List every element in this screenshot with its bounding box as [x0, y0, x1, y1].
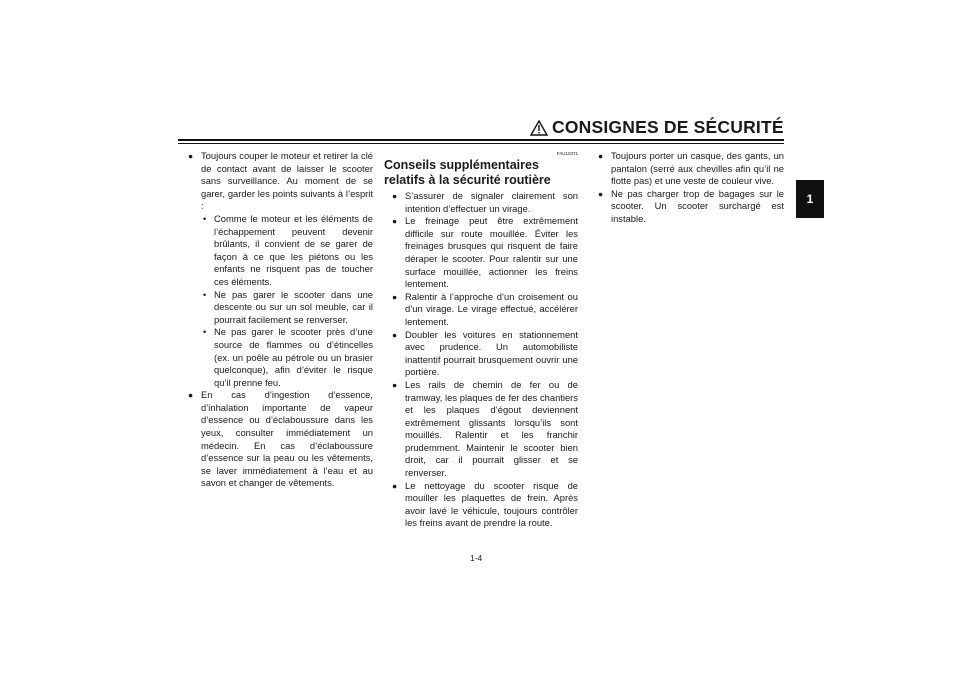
list-item: ● Le freinage peut être extrêmement difficile sur route mouillée. Éviter les freinages brusques qui risquent de faire déraper le scooter. Pour ralentir sur une surface mouillée, actionner les freins lentement. [394, 215, 578, 291]
list-item: ● Toujours porter un casque, des gants, un pantalon (serré aux chevilles afin qu’il ne flotte pas) et une veste de couleur vive. [600, 150, 784, 188]
warning-triangle-icon [530, 120, 548, 136]
list-item: ● Doubler les voitures en stationnement avec prudence. Un automobiliste inattentif pourrait brusquement ouvrir une portière. [394, 329, 578, 379]
list-item: ● Le nettoyage du scooter risque de mouiller les plaquettes de frein. Après avoir lavé le véhicule, toujours contrôler les freins avant de prendre la route. [394, 480, 578, 530]
header-rule-thin [178, 143, 784, 144]
header-rule [178, 139, 784, 141]
list-item: ● S’assurer de signaler clairement son intention d’effectuer un virage. [394, 190, 578, 215]
section-title: Conseils supplémentaires relatifs à la sécurité routière [384, 158, 551, 187]
list-item: ● Ralentir à l’approche d’un croisement ou d’un virage. Le virage effectué, accélérer lentement. [394, 291, 578, 329]
sub-list-item: • Ne pas garer le scooter dans une descente ou sur un sol meuble, car il pourrait facilement se renverser. [190, 289, 373, 327]
list-item: ● Les rails de chemin de fer ou de tramway, les plaques de fer des chantiers et les plaques d’égout deviennent extrêmement glissants lorsqu’ils sont mouillés. Ralentir et les franchir prudemment. Maintenir le scooter bien droit, car il pourrait glisser et se renverser. [394, 379, 578, 480]
section-code: FAU10371 [556, 151, 578, 156]
column-left [190, 150, 373, 490]
page-number: 1-4 [470, 553, 483, 563]
sub-list-item: • Ne pas garer le scooter près d’une source de flammes ou d’étincelles (ex. un poêle au pétrole ou un brasier quelconque), afin d’éviter le risque qu’il prenne feu. [190, 326, 373, 389]
column-right [600, 150, 784, 226]
column-middle [384, 150, 578, 530]
list-item: ● Toujours couper le moteur et retirer la clé de contact avant de laisser le scooter sans surveillance. Au moment de se garer, garder les points suivants à l’esprit : [190, 150, 373, 213]
list-item: ● En cas d’ingestion d’essence, d’inhalation importante de vapeur d’essence ou d’éclaboussure dans les yeux, consulter immédiatement un médecin. En cas d’éclaboussure d’essence sur la peau ou les vêtements, se laver immédiatement à l’eau et au savon et changer de vêtements. [190, 389, 373, 490]
chapter-tab: 1 [796, 180, 824, 218]
list-item: ● Ne pas charger trop de bagages sur le scooter. Un scooter surchargé est instable. [600, 188, 784, 226]
sub-list-item: • Comme le moteur et les éléments de l’échappement peuvent devenir brûlants, il convient de se garer de façon à ce que les piétons ou les enfants ne risquent pas de toucher ces éléments. [190, 213, 373, 289]
page-title: CONSIGNES DE SÉCURITÉ [552, 117, 784, 137]
